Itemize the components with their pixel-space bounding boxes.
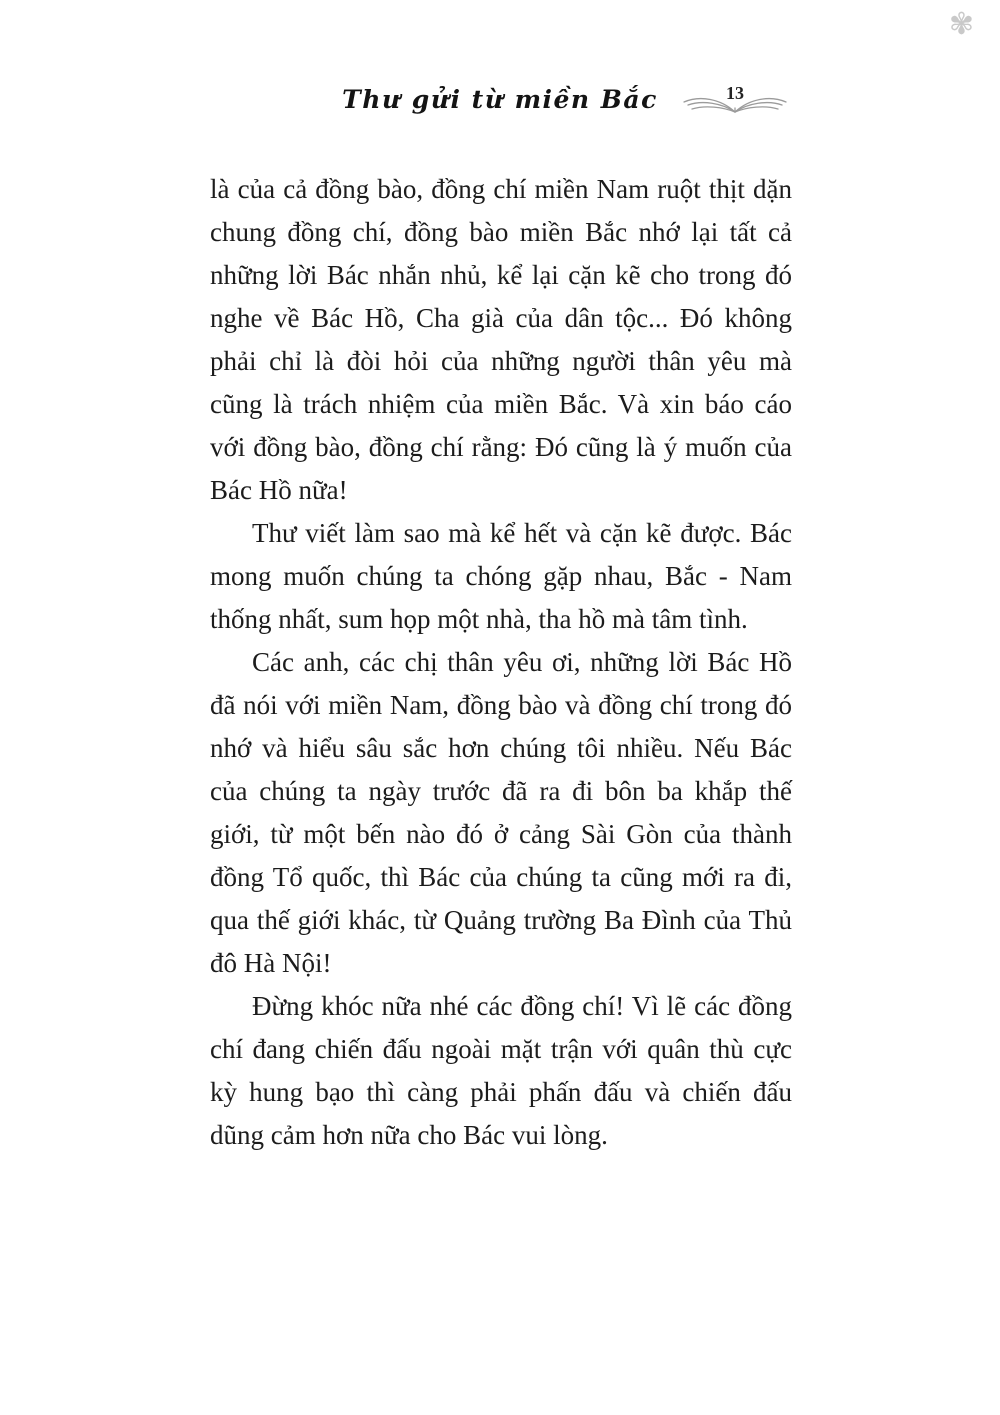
page-number: 13 — [726, 83, 744, 103]
body-text — [210, 168, 792, 1157]
running-head-title: Thư gửi từ miền Bắc — [342, 84, 658, 114]
paragraph: Thư viết làm sao mà kể hết và cặn kẽ được. Bác mong muốn chúng ta chóng gặp nhau, Bắc - Nam thống nhất, sum họp một nhà, tha hồ mà tâm tình. — [210, 518, 792, 634]
flower-ornament-icon: ✾ — [948, 7, 974, 42]
page-number-decoration — [680, 82, 790, 116]
page-header — [210, 82, 790, 116]
paragraph: Các anh, các chị thân yêu ơi, những lời Bác Hồ đã nói với miền Nam, đồng bào và đồng chí trong đó nhớ và hiểu sâu sắc hơn chúng tôi nhiều. Nếu Bác của chúng ta ngày trước đã ra đi bôn ba khắp thế giới, từ một bến nào đó ở cảng Sài Gòn của thành đồng Tổ quốc, thì Bác của chúng ta cũng mới ra đi, qua thế giới khác, từ Quảng trường Ba Đình của Thủ đô Hà Nội! — [210, 647, 792, 978]
paragraph: Đừng khóc nữa nhé các đồng chí! Vì lẽ các đồng chí đang chiến đấu ngoài mặt trận với quân thù cực kỳ hung bạo thì càng phải phấn đấu và chiến đấu dũng cảm hơn nữa cho Bác vui lòng. — [210, 991, 792, 1150]
paragraph: là của cả đồng bào, đồng chí miền Nam ruột thịt dặn chung đồng chí, đồng bào miền Bắc nhớ lại tất cả những lời Bác nhắn nhủ, kể lại cặn kẽ cho trong đó nghe về Bác Hồ, Cha già của dân tộc... Đó không phải chỉ là đòi hỏi của những người thân yêu mà cũng là trách nhiệm của miền Bắc. Và xin báo cáo với đồng bào, đồng chí rằng: Đó cũng là ý muốn của Bác Hồ nữa! — [210, 174, 792, 505]
